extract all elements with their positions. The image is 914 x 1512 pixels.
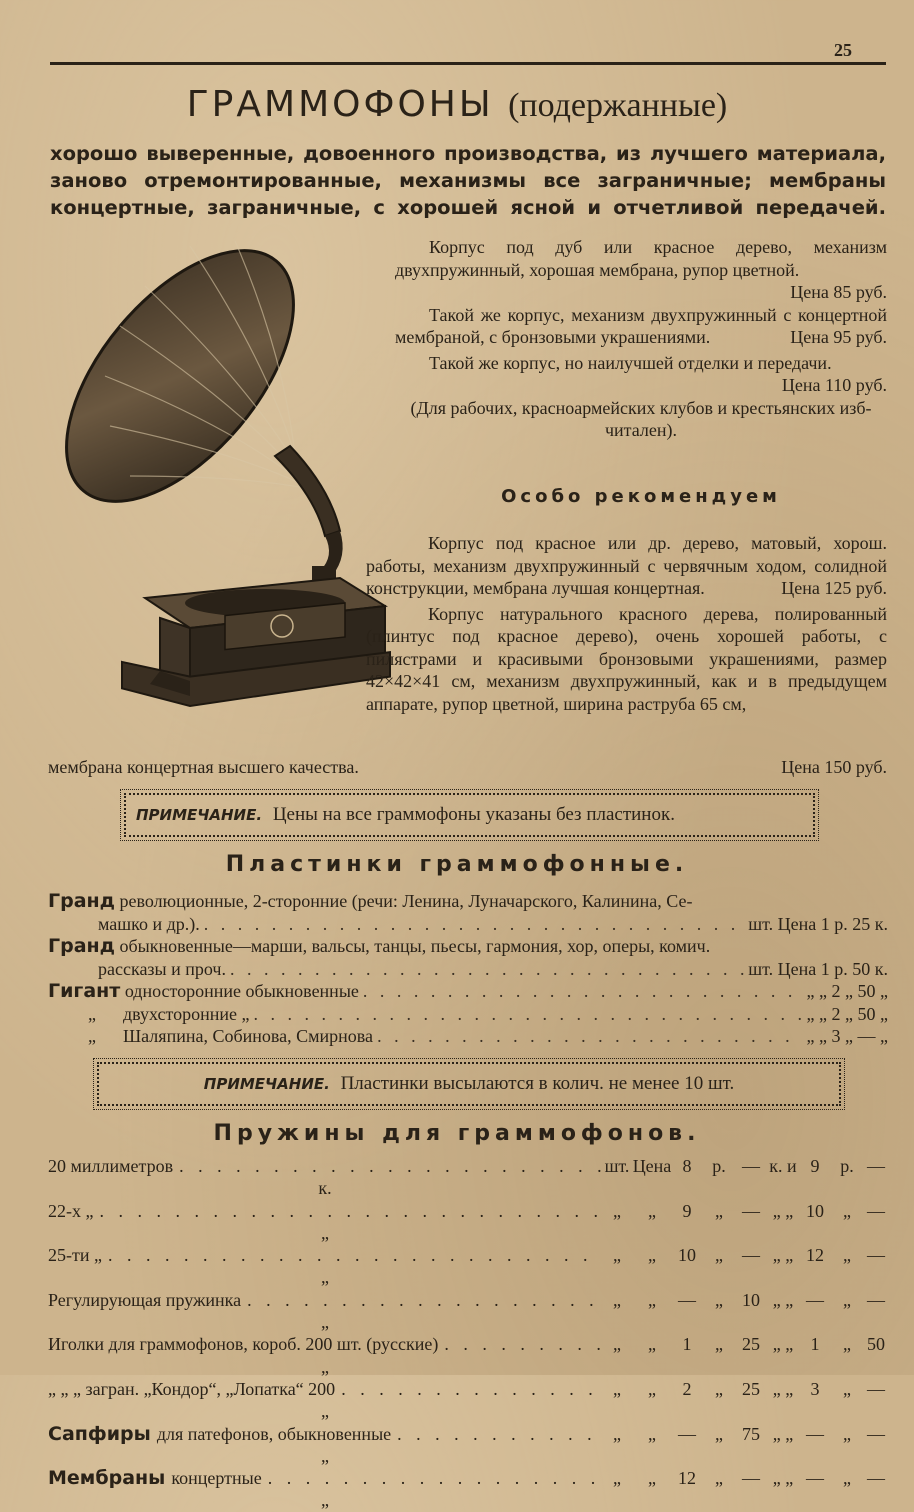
spring-cell-d: 50 [867,1334,885,1355]
spring-cell-a: 10 [678,1245,696,1266]
page-number: 25 [834,40,852,60]
recommended-price: Цена 150 руб. [781,757,887,777]
note-text: Цены на все граммофоны указаны без пластинок. [272,804,675,825]
leader-dots [444,1333,602,1355]
spring-cell-du: к. [318,1178,332,1199]
title-sub: (подержанные) [508,87,728,124]
record-price: „ „ 2 „ 50 „ [806,1003,888,1024]
spring-cell-bu: „ „ [772,1468,794,1489]
recommended-last-text: мембрана концертная высшего качества. [48,757,359,777]
spring-cell-unit: „ [613,1468,621,1489]
leader-dots [268,1467,602,1489]
spring-cell-bu: „ „ [772,1200,794,1221]
spring-cell-du: „ [321,1312,329,1333]
record-row [48,980,888,1003]
springs-table [48,1155,888,1512]
spring-cell-c: — [806,1468,824,1489]
record-desc: односторонние обыкновенные [124,981,359,1001]
spring-cell-d: — [867,1289,885,1310]
spring-cell-pre: „ [648,1245,656,1266]
spring-cell-bu: „ „ [772,1245,794,1266]
spring-label-text: концертные [171,1468,262,1489]
spring-label [48,1155,602,1177]
spring-row [48,1244,888,1289]
clubs-note: (Для рабочих, красноармейских клубов и крестьянских изб-читален). [410,397,872,440]
record-brand: Гигант [48,980,121,1002]
spring-cell-pre: „ [648,1200,656,1221]
spring-cell-cu: „ [843,1245,851,1266]
leader-dots [204,913,745,936]
spring-label-text: 22-х „ [48,1200,94,1221]
spring-cell-unit: „ [613,1334,621,1355]
spring-cell-au: „ [715,1245,723,1266]
spring-cell-au: „ [715,1334,723,1355]
spring-cell-bu: к. и [769,1156,797,1176]
spring-cell-a: 9 [682,1200,692,1221]
spring-cell-unit: „ [613,1289,621,1310]
spring-cell-d: — [867,1468,885,1489]
record-desc-cont: рассказы и проч. [98,958,226,979]
spring-cell-pre: „ [648,1468,656,1489]
record-desc-cont: машко и др.). [98,913,200,934]
note-box [124,793,815,837]
spring-cell-unit: „ [613,1245,621,1266]
spring-cell-c: 3 [810,1378,820,1399]
spring-bold-label: Сапфиры [48,1422,151,1445]
note-text: Пластинки высылаются в колич. не менее 10 шт. [340,1073,735,1094]
record-desc: революционные, 2-сторонние (речи: Ленина, Луначарского, Калинина, Се- [119,891,693,911]
spring-cell-d: — [867,1245,885,1266]
spring-cell-du: „ [321,1222,329,1243]
spring-cell-pre: „ [648,1334,656,1355]
records-list [48,890,888,1048]
spring-cell-c: — [806,1423,824,1444]
spring-cell-a: 1 [682,1334,692,1355]
offer-item [395,304,887,349]
leader-dots [363,980,803,1003]
spring-cell-b: — [742,1156,760,1176]
spring-cell-pre: Цена [632,1156,672,1176]
record-brand: „ [88,1026,96,1046]
spring-cell-b: — [742,1200,760,1221]
spring-cell-du: „ [321,1401,329,1422]
spring-cell-c: — [806,1289,824,1310]
recommended-heading: Особо рекомендуем [501,486,781,507]
spring-cell-au: „ [715,1423,723,1444]
spring-cell-au: „ [715,1378,723,1399]
intro-line: концертные, заграничные, с хорошей ясной и отчетливой передачей. [50,196,886,219]
leader-dots [397,1423,602,1445]
spring-cell-a: 2 [682,1378,692,1399]
spring-cell-au: „ [715,1200,723,1221]
leader-dots [341,1378,602,1400]
recommended-item [366,603,887,716]
spring-row [48,1378,888,1423]
spring-row [48,1155,888,1200]
spring-cell-b: 75 [742,1423,760,1444]
spring-row [48,1333,888,1378]
record-row [48,935,888,958]
spring-row [48,1467,888,1512]
spring-cell-a: 8 [682,1156,692,1176]
offer-text: Корпус под дуб или красное дерево, механизм двухпружинный, хорошая мембрана, рупор цветной. [395,237,887,280]
spring-cell-cu: „ [843,1468,851,1489]
spring-label-text: Регулирующая пружинка [48,1289,242,1310]
note-box [97,1062,841,1106]
spring-cell-b: — [742,1245,760,1266]
spring-cell-bu: „ „ [772,1423,794,1444]
intro-line: хорошо выверенные, довоенного производства, из лучшего материала, [50,142,886,165]
spring-cell-d: — [867,1378,885,1399]
spring-cell-cu: „ [843,1378,851,1399]
spring-label [48,1244,602,1266]
springs-heading: Пружины для граммофонов. [213,1121,701,1146]
offer-text: Такой же корпус, но наилучшей отделки и передачи. [429,352,832,373]
leader-dots [179,1155,602,1177]
offer-price: Цена 85 руб. [790,282,887,302]
spring-cell-pre: „ [648,1378,656,1399]
spring-label-text: Иголки для граммофонов, короб. 200 шт. (русские) [48,1334,439,1355]
spring-label [48,1333,602,1355]
spring-cell-cu: „ [843,1423,851,1444]
note-label: ПРИМЕЧАНИЕ. [203,1075,330,1093]
spring-cell-unit: „ [613,1200,621,1221]
offer-text: Такой же корпус, механизм двухпружинный с концертной мембраной, с бронзовыми украшениями. [395,304,887,347]
spring-cell-b: 25 [742,1334,760,1355]
intro-line: заново отремонтированные, механизмы все заграничные; мембраны [50,169,886,192]
spring-cell-a: — [678,1289,696,1310]
spring-cell-cu: „ [843,1200,851,1221]
spring-cell-du: „ [321,1445,329,1466]
record-desc: Шаляпина, Собинова, Смирнова [123,1026,374,1046]
spring-cell-d: — [867,1156,885,1176]
spring-cell-b: 25 [742,1378,760,1399]
leader-dots [108,1244,602,1266]
record-price: „ „ 2 „ 50 „ [806,981,888,1001]
spring-cell-c: 12 [806,1245,824,1266]
records-heading: Пластинки граммофонные. [225,852,689,877]
record-row [48,1025,888,1048]
record-row-cont [48,913,888,936]
spring-label [48,1200,602,1222]
spring-cell-cu: р. [840,1156,854,1176]
record-desc: двухсторонние „ [123,1003,250,1024]
spring-cell-cu: „ [843,1289,851,1310]
spring-label [48,1378,602,1400]
spring-label [48,1289,602,1311]
offers-block [395,236,887,445]
record-price: „ „ 3 „ — „ [806,1026,888,1046]
record-row [48,890,888,913]
spring-cell-unit: шт. [604,1156,630,1176]
spring-cell-pre: „ [648,1289,656,1310]
spring-cell-au: „ [715,1468,723,1489]
leader-dots [99,1200,602,1222]
spring-cell-c: 10 [806,1200,824,1221]
recommended-block [366,532,887,718]
top-rule [50,62,886,65]
leader-dots [247,1289,602,1311]
page-title [0,84,914,125]
intro-text [50,140,886,221]
recommended-price: Цена 125 руб. [781,578,887,598]
spring-cell-cu: „ [843,1334,851,1355]
spring-cell-a: 12 [678,1468,696,1489]
recommended-text: Корпус натурального красного дерева, полированный (плинтус под красное дерево), очень хорошей работы, с пилястрами и красивыми бронзовыми украшениями, размер 42×42×41 см, механизм двухпружинный, как и в предыдущем аппарате, рупор цветной, ширина раструба 65 см, [366,603,887,714]
title-main: ГРАММОФОНЫ [186,84,494,125]
spring-cell-d: — [867,1423,885,1444]
spring-cell-au: р. [712,1156,726,1176]
spring-cell-bu: „ „ [772,1334,794,1355]
leader-dots [377,1025,802,1048]
recommended-item [366,532,887,600]
record-brand: Гранд [48,890,116,912]
spring-cell-a: — [678,1423,696,1444]
spring-cell-du: „ [321,1267,329,1288]
spring-cell-b: 10 [742,1289,760,1310]
record-price: шт. Цена 1 р. 25 к. [748,913,888,934]
offer-item [395,352,887,395]
record-brand: „ [88,1003,96,1024]
offer-item [395,236,887,302]
record-row-cont [48,958,888,981]
spring-cell-c: 1 [810,1334,820,1355]
record-desc: обыкновенные—марши, вальсы, танцы, пьесы, гармония, хор, оперы, комич. [119,936,711,956]
spring-cell-unit: „ [613,1378,621,1399]
spring-cell-unit: „ [613,1423,621,1444]
record-brand: Гранд [48,935,116,957]
spring-label-text: „ „ „ загран. „Кондор“, „Лопатка“ 200 [48,1378,336,1399]
spring-bold-label: Мембраны [48,1467,166,1490]
spring-label-text: 20 миллиметров [48,1156,174,1176]
spring-label-text: 25-ти „ [48,1245,102,1266]
spring-cell-bu: „ „ [772,1289,794,1310]
leader-dots [254,1003,803,1026]
record-price: шт. Цена 1 р. 50 к. [748,958,888,979]
spring-label [48,1467,602,1489]
spring-row [48,1289,888,1334]
spring-cell-du: „ [321,1490,329,1511]
spring-cell-pre: „ [648,1423,656,1444]
gramophone-illustration [50,226,395,716]
offer-price: Цена 110 руб. [781,375,887,395]
note-label: ПРИМЕЧАНИЕ. [136,806,263,824]
recommended-text: Корпус под красное или др. дерево, матовый, хорош. работы, механизм двухпружинный с червячным ходом, солидной конструкции, мембрана лучшая концертная. [366,533,887,598]
spring-row [48,1423,888,1468]
spring-row [48,1200,888,1245]
leader-dots [230,958,744,981]
spring-cell-du: „ [321,1356,329,1377]
spring-cell-d: — [867,1200,885,1221]
recommended-last-line [48,757,887,778]
spring-cell-b: — [742,1468,760,1489]
spring-cell-au: „ [715,1289,723,1310]
spring-label [48,1423,602,1445]
offer-price: Цена 95 руб. [790,327,887,347]
spring-label-text: для патефонов, обыкновенные [156,1423,392,1444]
spring-cell-c: 9 [810,1156,820,1176]
record-row [48,1003,888,1026]
spring-cell-bu: „ „ [772,1378,794,1399]
